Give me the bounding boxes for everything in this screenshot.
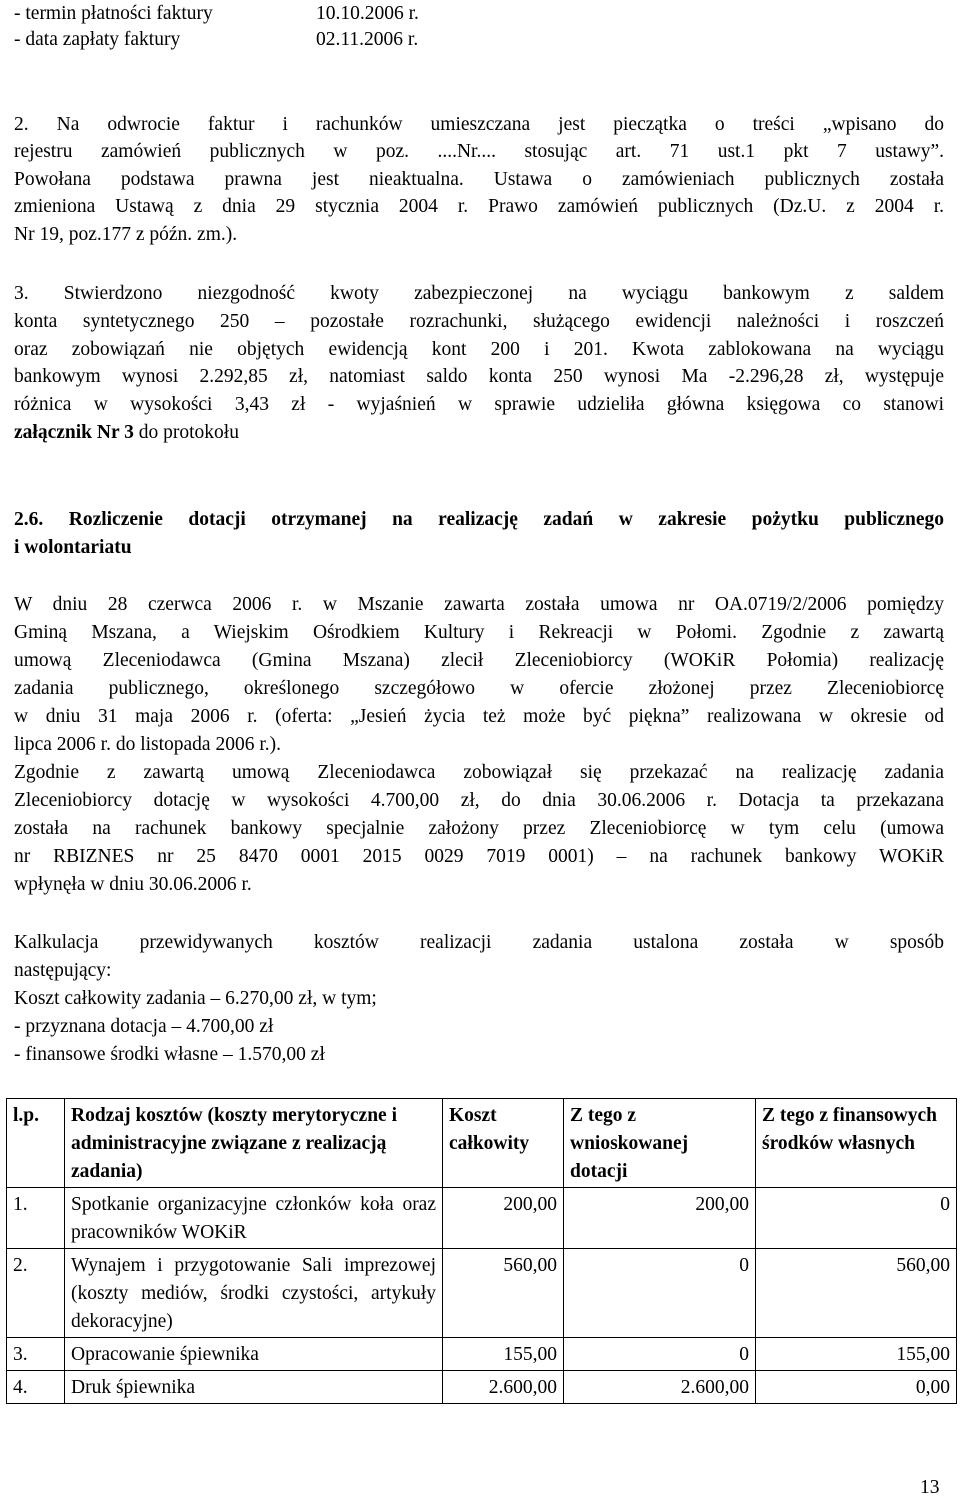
table-row — [7, 1371, 957, 1404]
cell-lp: 3. — [7, 1338, 65, 1371]
item-label: - termin płatności faktury — [14, 3, 213, 24]
cell-own: 560,00 — [756, 1249, 957, 1338]
para1-line: W dniu 28 czerwca 2006 r. w Mszanie zawarta została umowa nr OA.0719/2/2006 pomiędzy — [14, 594, 944, 615]
para1-line: Gminą Mszana, a Wiejskim Ośrodkiem Kultury i Rekreacji w Połomi. Zgodnie z zawartą — [14, 622, 944, 643]
header-total-cost: Koszt całkowity — [443, 1099, 564, 1188]
cell-own: 155,00 — [756, 1338, 957, 1371]
attachment-rest: do protokołu — [133, 422, 239, 443]
section2-line: 2. Na odwrocie faktur i rachunków umieszczana jest pieczątka o treści „wpisano do — [14, 114, 944, 135]
para2-line: Zgodnie z zawartą umową Zleceniodawca zobowiązał się przekazać na realizację zadania — [14, 762, 944, 783]
section3-line: oraz zobowiązań nie objętych ewidencją kont 200 i 201. Kwota zablokowana na wyciągu — [14, 339, 944, 360]
header-lp: l.p. — [7, 1099, 65, 1188]
para1-line: zadania publicznego, określonego szczegółowo w ofercie złożonej przez Zleceniobiorcę — [14, 678, 944, 699]
section3-line: bankowym wynosi 2.292,85 zł, natomiast saldo konta 250 wynosi Ma -2.296,28 zł, występuje — [14, 366, 944, 387]
calc-line: Kalkulacja przewidywanych kosztów realizacji zadania ustalona została w sposób — [14, 932, 944, 953]
section26-heading-cont: i wolontariatu — [14, 537, 132, 558]
cell-cost-type: Wynajem i przygotowanie Sali imprezowej (koszty mediów, środki czystości, artykuły dekoracyjne) — [65, 1249, 443, 1338]
item-value: 10.10.2006 r. — [316, 3, 419, 24]
section3-line: 3. Stwierdzono niezgodność kwoty zabezpieczonej na wyciągu bankowym z saldem — [14, 283, 944, 304]
cell-grant: 2.600,00 — [564, 1371, 756, 1404]
header-cost-type: Rodzaj kosztów (koszty merytoryczne i administracyjne związane z realizacją zadania) — [65, 1099, 443, 1188]
section26-heading: 2.6. Rozliczenie dotacji otrzymanej na realizację zadań w zakresie pożytku publicznego — [14, 509, 944, 530]
para2-last-line: wpłynęła w dniu 30.06.2006 r. — [14, 874, 252, 895]
calc-item: - finansowe środki własne – 1.570,00 zł — [14, 1044, 325, 1065]
para2-line: nr RBIZNES nr 25 8470 0001 2015 0029 7019 0001) – na rachunek bankowy WOKiR — [14, 846, 944, 867]
cell-own: 0,00 — [756, 1371, 957, 1404]
item-value: 02.11.2006 r. — [316, 29, 419, 50]
cell-lp: 4. — [7, 1371, 65, 1404]
section3-last-line — [14, 419, 239, 447]
cell-total: 560,00 — [443, 1249, 564, 1338]
section3-line: różnica w wysokości 3,43 zł - wyjaśnień w sprawie udzieliła główna księgowa co stanowi — [14, 394, 944, 415]
section2-line: Nr 19, poz.177 z późn. zm.). — [14, 224, 238, 245]
header-own-funds-part: Z tego z finansowych środków własnych — [756, 1099, 957, 1188]
para1-line: w dniu 31 maja 2006 r. (oferta: „Jesień życia też może być piękna” realizowana w okresie od — [14, 706, 944, 727]
section2-line: zmieniona Ustawą z dnia 29 stycznia 2004 r. Prawo zamówień publicznych (Dz.U. z 2004 r. — [14, 196, 944, 217]
cell-own: 0 — [756, 1188, 957, 1249]
cell-grant: 0 — [564, 1249, 756, 1338]
para1-line: umową Zleceniodawca (Gmina Mszana) zlecił Zleceniobiorcy (WOKiR Połomia) realizację — [14, 650, 944, 671]
table-row — [7, 1249, 957, 1338]
cost-table — [6, 1098, 957, 1404]
cell-cost-type: Opracowanie śpiewnika — [65, 1338, 443, 1371]
para2-line: została na rachunek bankowy specjalnie założony przez Zleceniobiorcę w tym celu (umowa — [14, 818, 944, 839]
table-header-row — [7, 1099, 957, 1188]
table-row — [7, 1188, 957, 1249]
table-row — [7, 1338, 957, 1371]
cell-lp: 1. — [7, 1188, 65, 1249]
item-label: - data zapłaty faktury — [14, 29, 181, 50]
para2-line: Zleceniobiorcy dotację w wysokości 4.700,00 zł, do dnia 30.06.2006 r. Dotacja ta przekazana — [14, 790, 944, 811]
cell-lp: 2. — [7, 1249, 65, 1338]
cell-total: 2.600,00 — [443, 1371, 564, 1404]
section2-line: rejestru zamówień publicznych w poz. ....Nr.... stosując art. 71 ust.1 pkt 7 ustawy”. — [14, 141, 944, 162]
cell-total: 200,00 — [443, 1188, 564, 1249]
section3-line: konta syntetycznego 250 – pozostałe rozrachunki, służącego ewidencji należności i roszczeń — [14, 311, 944, 332]
attachment-reference: załącznik Nr 3 — [14, 422, 134, 443]
cell-grant: 200,00 — [564, 1188, 756, 1249]
header-grant-part: Z tego z wnioskowanej dotacji — [564, 1099, 756, 1188]
calc-line-cont: następujący: — [14, 960, 112, 981]
page-number: 13 — [920, 1477, 940, 1498]
cell-grant: 0 — [564, 1338, 756, 1371]
cell-cost-type: Spotkanie organizacyjne członków koła oraz pracowników WOKiR — [65, 1188, 443, 1249]
calc-item: Koszt całkowity zadania – 6.270,00 zł, w tym; — [14, 988, 377, 1009]
invoice-due-date-line — [14, 0, 419, 28]
para1-last-line: lipca 2006 r. do listopada 2006 r.). — [14, 734, 282, 755]
calc-item: - przyznana dotacja – 4.700,00 zł — [14, 1016, 274, 1037]
cell-total: 155,00 — [443, 1338, 564, 1371]
cell-cost-type: Druk śpiewnika — [65, 1371, 443, 1404]
section2-line: Powołana podstawa prawna jest nieaktualna. Ustawa o zamówieniach publicznych została — [14, 169, 944, 190]
invoice-payment-date-line — [14, 26, 419, 54]
